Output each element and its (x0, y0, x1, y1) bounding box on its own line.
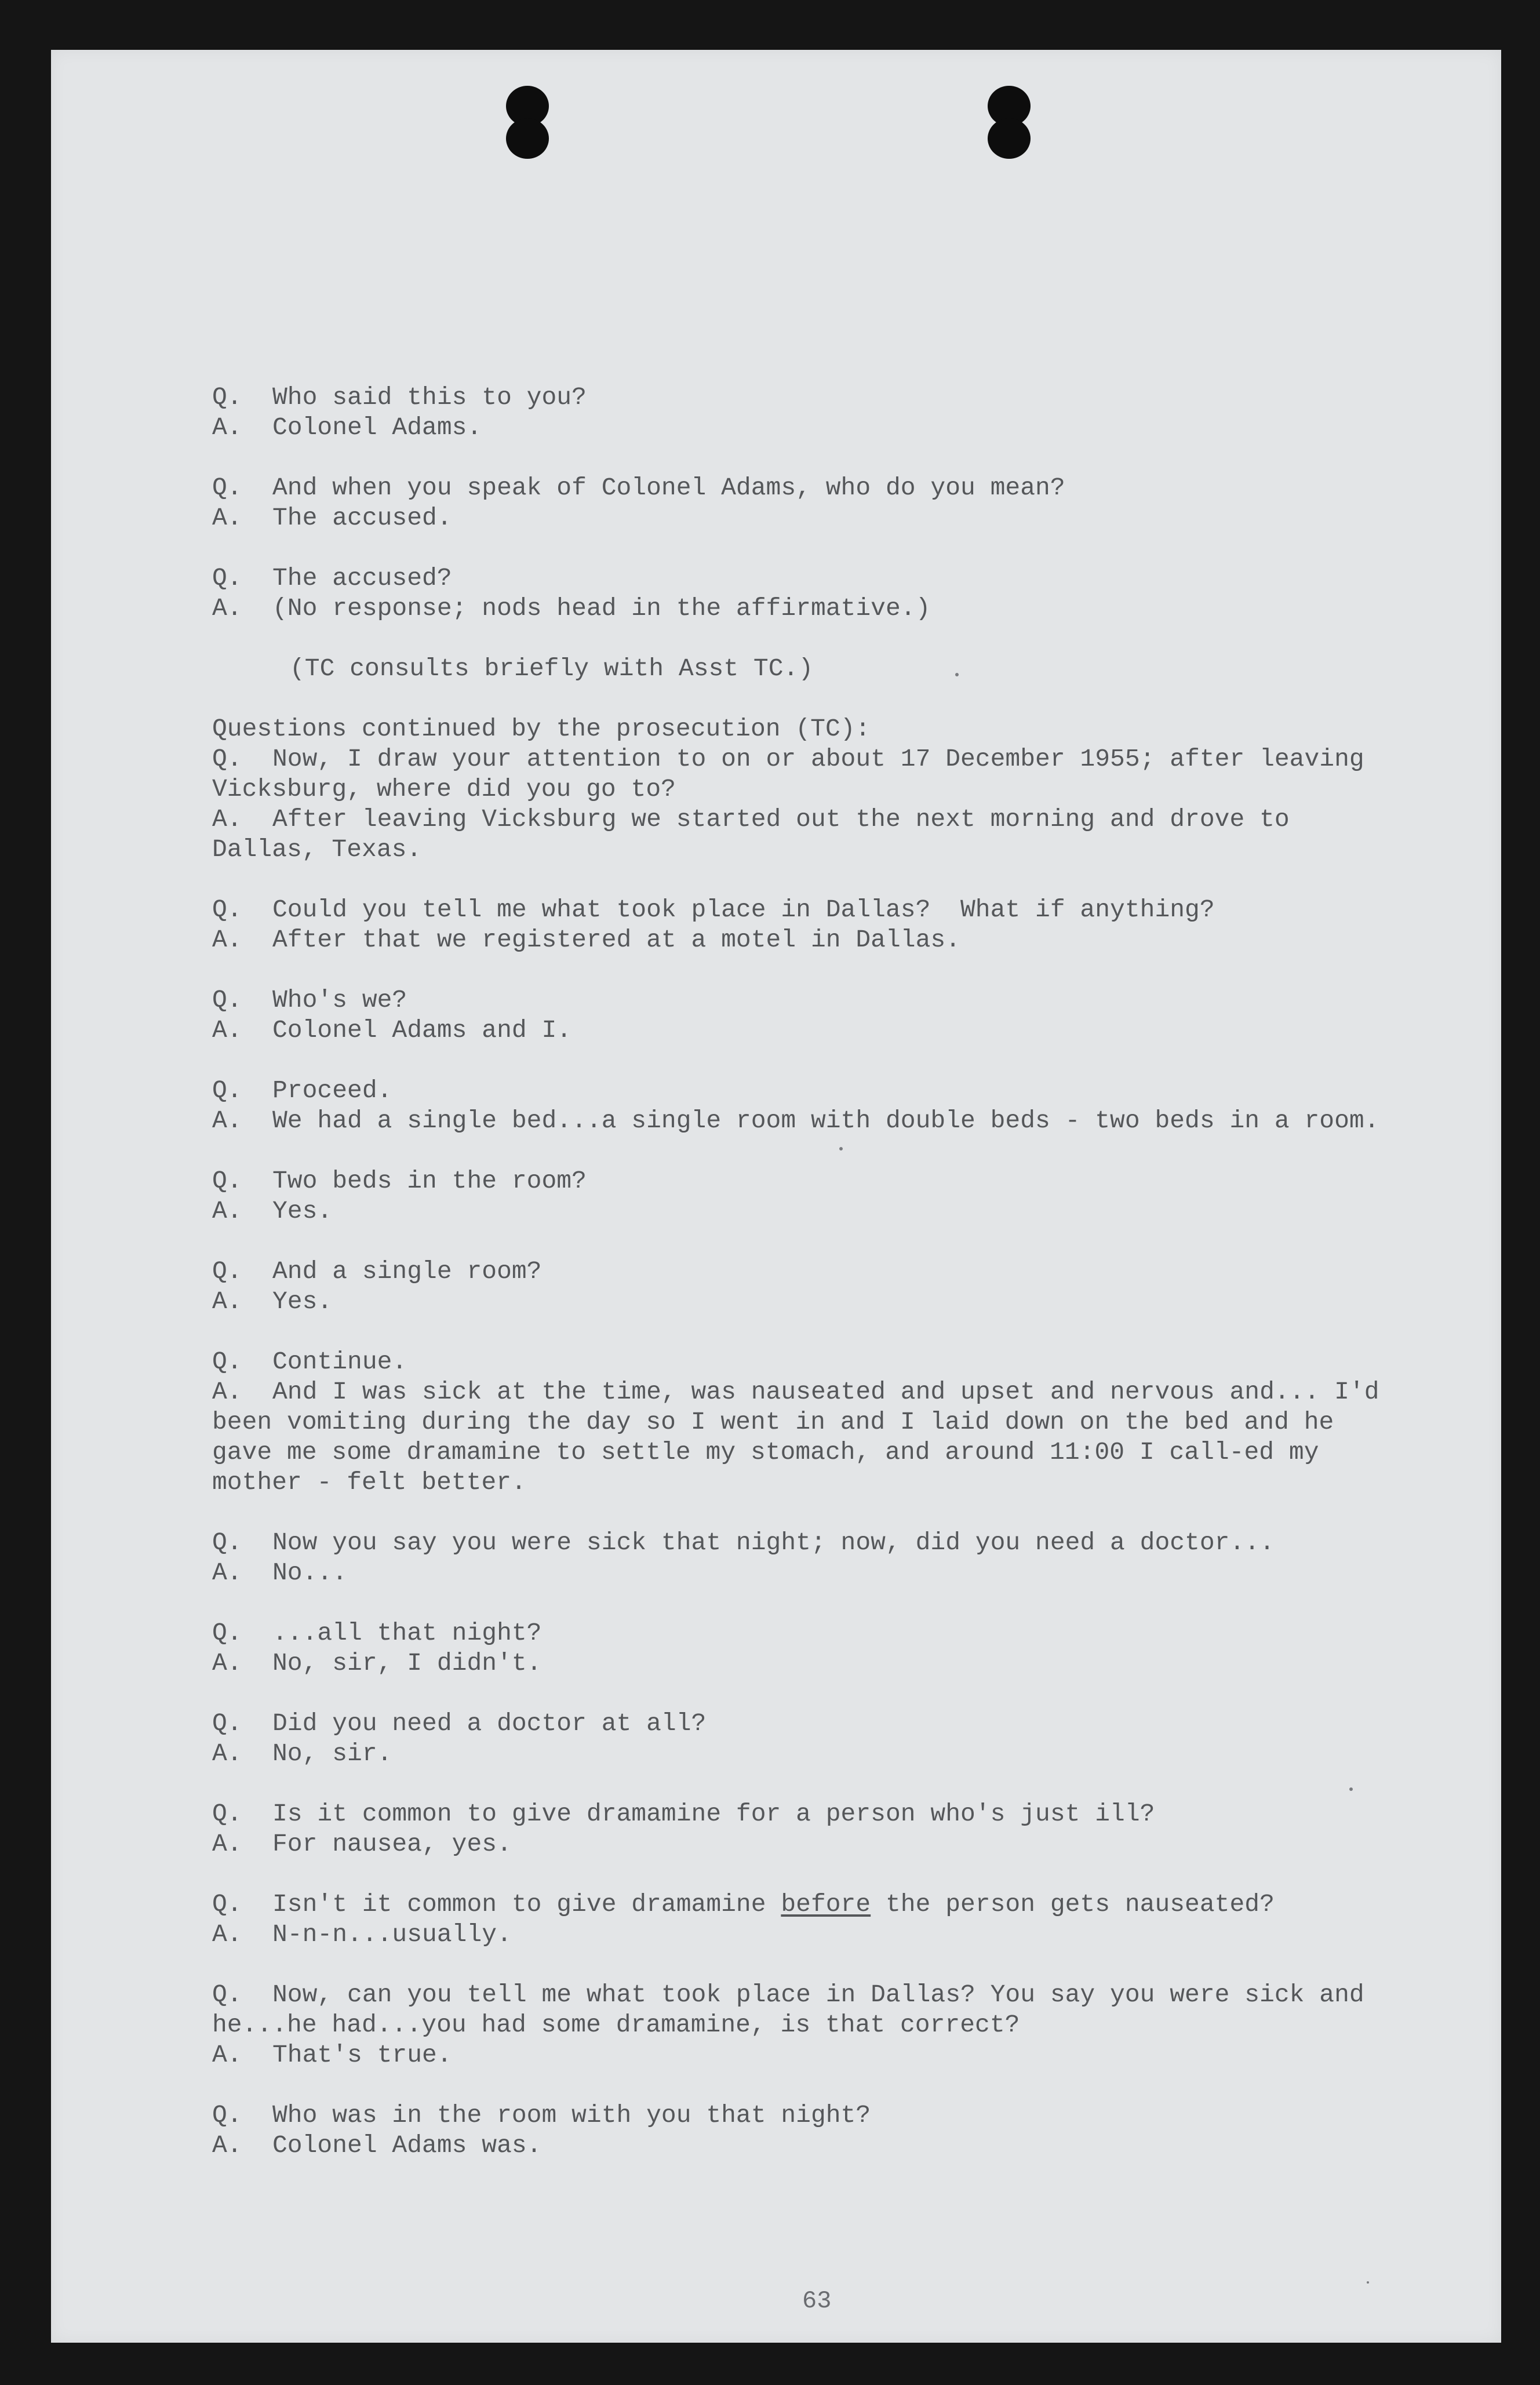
answer-label: A. (212, 1649, 242, 1677)
qa-exchange (212, 1166, 1395, 1226)
qa-exchange (212, 1618, 1395, 1678)
question-line (212, 1980, 1395, 2040)
question-label: Q. (212, 1076, 242, 1105)
question-line (212, 744, 1395, 804)
question-line (212, 383, 1395, 413)
question-text: Now you say you were sick that night; now, did you need a doctor... (272, 1528, 1275, 1557)
transcript-body (212, 383, 1395, 2161)
question-label: Q. (212, 1980, 242, 2009)
question-line (212, 2100, 1395, 2131)
question-text-end: the person gets nauseated? (871, 1890, 1275, 1918)
answer-line (212, 1739, 1395, 1769)
paper-speck (1367, 2281, 1369, 2284)
answer-text: Yes. (272, 1197, 333, 1225)
answer-line (212, 1377, 1395, 1498)
answer-line (212, 413, 1395, 443)
qa-exchange (212, 1347, 1395, 1498)
question-text: Could you tell me what took place in Dallas? What if anything? (272, 895, 1215, 924)
question-label: Q. (212, 1619, 242, 1647)
answer-label: A. (212, 1739, 242, 1768)
answer-text: No, sir, I didn't. (272, 1649, 542, 1677)
question-label: Q. (212, 1167, 242, 1195)
question-text: Did you need a doctor at all? (272, 1709, 707, 1738)
question-line (212, 1528, 1395, 1558)
answer-text: We had a single bed...a single room with double beds - two beds in a room. (272, 1106, 1379, 1135)
question-line (212, 1076, 1395, 1106)
question-line (212, 1347, 1395, 1377)
answer-label: A. (212, 805, 242, 833)
answer-line (212, 1196, 1395, 1226)
answer-text: No... (272, 1559, 348, 1587)
question-line (212, 1799, 1395, 1829)
question-label: Q. (212, 1890, 242, 1918)
question-text: Who's we? (272, 986, 407, 1014)
question-label: Q. (212, 1528, 242, 1557)
punch-hole-right (983, 86, 1035, 161)
question-text: Proceed. (272, 1076, 392, 1105)
answer-line (212, 2131, 1395, 2161)
question-text: ...all that night? (272, 1619, 542, 1647)
question-line (212, 1257, 1395, 1287)
answer-text: No, sir. (272, 1739, 392, 1768)
answer-line (212, 1648, 1395, 1678)
page-number: 63 (802, 2287, 832, 2315)
qa-exchange (212, 1257, 1395, 1317)
answer-line (212, 1106, 1395, 1136)
answer-label: A. (212, 1920, 242, 1949)
question-line (212, 473, 1395, 503)
question-label: Q. (212, 474, 242, 502)
emphasized-word: before (781, 1890, 871, 1918)
answer-text: Colonel Adams. (272, 413, 482, 442)
answer-line (212, 1558, 1395, 1588)
answer-text: (No response; nods head in the affirmative.) (272, 594, 931, 622)
answer-text: After leaving Vicksburg we started out the next morning and drove to Dallas, Texas. (212, 805, 1290, 864)
answer-text: And I was sick at the time, was nauseated and upset and nervous and... I'd been vomiting during the day so I went in and I laid down on the bed and he gave me some dramamine to settle my stomach, and around 11:00 I call-ed my mother - felt better. (212, 1378, 1379, 1496)
question-text: Now, can you tell me what took place in Dallas? You say you were sick and he...he had...you had some dramamine, is that correct? (212, 1980, 1364, 2039)
answer-label: A. (212, 1106, 242, 1135)
question-label: Q. (212, 1257, 242, 1286)
question-line (212, 1166, 1395, 1196)
qa-exchange (212, 1076, 1395, 1136)
qa-exchange (212, 1799, 1395, 1859)
section-heading: Questions continued by the prosecution (TC): (212, 715, 871, 743)
question-label: Q. (212, 383, 242, 412)
qa-exchange (212, 473, 1395, 533)
question-line (212, 1889, 1395, 1920)
question-label: Q. (212, 895, 242, 924)
qa-exchange (212, 2100, 1395, 2161)
answer-line (212, 503, 1395, 533)
answer-label: A. (212, 2131, 242, 2160)
question-label: Q. (212, 1800, 242, 1828)
answer-text: That's true. (272, 2041, 452, 2069)
question-label: Q. (212, 986, 242, 1014)
question-text: Who said this to you? (272, 383, 587, 412)
answer-label: A. (212, 2041, 242, 2069)
question-label: Q. (212, 745, 242, 773)
question-line (212, 563, 1395, 593)
answer-line (212, 1829, 1395, 1859)
question-text: And when you speak of Colonel Adams, who do you mean? (272, 474, 1065, 502)
question-text-start: Isn't it common to give dramamine (272, 1890, 781, 1918)
qa-exchange (212, 1709, 1395, 1769)
qa-exchange (212, 383, 1395, 443)
question-text: Two beds in the room? (272, 1167, 587, 1195)
question-label: Q. (212, 2101, 242, 2129)
question-line (212, 895, 1395, 925)
answer-label: A. (212, 1016, 242, 1044)
qa-exchange (212, 895, 1395, 955)
question-label: Q. (212, 1348, 242, 1376)
answer-line (212, 593, 1395, 624)
answer-text: Yes. (272, 1287, 333, 1316)
answer-line (212, 1920, 1395, 1950)
question-text: Who was in the room with you that night? (272, 2101, 871, 2129)
question-label: Q. (212, 1709, 242, 1738)
answer-text: Colonel Adams was. (272, 2131, 542, 2160)
qa-exchange (212, 985, 1395, 1046)
answer-label: A. (212, 1287, 242, 1316)
answer-text: Colonel Adams and I. (272, 1016, 572, 1044)
question-line (212, 1709, 1395, 1739)
answer-label: A. (212, 1378, 242, 1406)
answer-label: A. (212, 1830, 242, 1858)
qa-exchange (212, 1889, 1395, 1950)
answer-text: For nausea, yes. (272, 1830, 512, 1858)
answer-label: A. (212, 1559, 242, 1587)
answer-line (212, 804, 1395, 865)
question-text: Now, I draw your attention to on or about 17 December 1955; after leaving Vicksburg, where did you go to? (212, 745, 1364, 803)
answer-label: A. (212, 594, 242, 622)
question-text: Is it common to give dramamine for a person who's just ill? (272, 1800, 1155, 1828)
question-label: Q. (212, 564, 242, 592)
answer-text: N-n-n...usually. (272, 1920, 512, 1949)
answer-label: A. (212, 413, 242, 442)
question-text: The accused? (272, 564, 452, 592)
answer-label: A. (212, 504, 242, 532)
answer-line (212, 2040, 1395, 2070)
stage-note: (TC consults briefly with Asst TC.) (290, 654, 814, 683)
answer-label: A. (212, 1197, 242, 1225)
answer-text: After that we registered at a motel in Dallas. (272, 926, 960, 954)
question-text: And a single room? (272, 1257, 542, 1286)
qa-exchange (212, 1980, 1395, 2070)
answer-line (212, 1015, 1395, 1046)
answer-line (212, 925, 1395, 955)
question-text (272, 1889, 1395, 1920)
qa-exchange (212, 563, 1395, 624)
qa-exchange (212, 1528, 1395, 1588)
punch-hole-left (501, 86, 554, 161)
question-line (212, 1618, 1395, 1648)
qa-exchange (212, 744, 1395, 865)
answer-line (212, 1287, 1395, 1317)
answer-text: The accused. (272, 504, 452, 532)
answer-label: A. (212, 926, 242, 954)
question-line (212, 985, 1395, 1015)
question-text: Continue. (272, 1348, 407, 1376)
